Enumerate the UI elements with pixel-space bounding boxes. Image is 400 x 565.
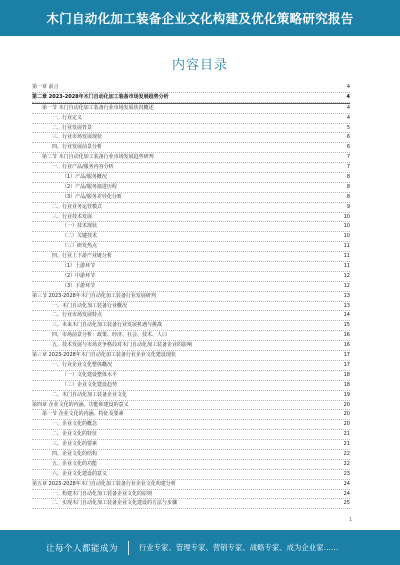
toc-entry[interactable] — [32, 203, 350, 213]
toc-entry-page: 13 — [343, 302, 350, 309]
toc-entry-label: 六、企业文化建设的意义 — [52, 470, 108, 477]
toc-entry-label: （二）关键技术 — [62, 233, 98, 240]
toc-entry[interactable] — [32, 480, 350, 490]
toc-entry[interactable] — [32, 361, 350, 371]
toc-entry-label: 第一节 木门自动化加工装备行业市场发展状况概述 — [42, 104, 154, 111]
toc-entry[interactable] — [32, 104, 350, 114]
toc-entry-page: 18 — [343, 371, 350, 378]
toc-entry[interactable] — [32, 440, 350, 450]
toc-entry[interactable] — [32, 351, 350, 361]
toc-entry-page: 22 — [343, 450, 350, 457]
toc-entry[interactable] — [32, 143, 350, 153]
toc-entry[interactable] — [32, 262, 350, 272]
toc-entry-label: 一、行业定义 — [52, 114, 83, 121]
toc-entry-page: 12 — [343, 282, 350, 289]
toc-entry-page: 19 — [343, 391, 350, 398]
toc-entry-label: 四、市场前景分析：政策、经济、社会、技术、人口 — [52, 332, 168, 339]
toc-entry-label: 五、企业文化的功能 — [52, 460, 98, 467]
toc-entry-page: 7 — [346, 164, 350, 171]
toc-entry-page: 7 — [346, 154, 350, 161]
footer-divider — [128, 541, 129, 555]
toc-entry-page: 5 — [346, 124, 350, 131]
toc-entry[interactable] — [32, 93, 350, 103]
header-banner — [0, 0, 400, 36]
toc-entry-page: 24 — [343, 480, 350, 487]
toc-entry-page: 20 — [343, 421, 350, 428]
toc-entry[interactable] — [32, 470, 350, 480]
toc-entry-page: 6 — [346, 134, 350, 141]
toc-entry-label: 三、行业技术发展 — [52, 213, 93, 220]
toc-entry-label: 第二节 木门自动化加工装备行业市场发展趋势研判 — [42, 154, 154, 161]
toc-entry-label: 二、行业市场发展特点 — [52, 312, 103, 319]
toc-entry-label: （1）上游环节 — [62, 263, 96, 270]
toc-entry[interactable] — [32, 331, 350, 341]
toc-entry-page: 4 — [346, 104, 350, 111]
table-of-contents — [32, 83, 350, 509]
toc-entry-page: 25 — [343, 500, 350, 507]
footer-banner — [0, 530, 400, 565]
toc-entry[interactable] — [32, 401, 350, 411]
toc-entry[interactable] — [32, 83, 350, 93]
toc-entry[interactable] — [32, 499, 350, 509]
toc-entry[interactable] — [32, 302, 350, 312]
toc-entry-label: （1）产品/服务概况 — [62, 174, 107, 181]
toc-entry[interactable] — [32, 222, 350, 232]
toc-entry-page: 11 — [343, 263, 350, 270]
footer-slogan: 让每个人都能成为 — [46, 543, 119, 554]
toc-entry-page: 10 — [343, 233, 350, 240]
toc-entry[interactable] — [32, 371, 350, 381]
toc-entry-page: 16 — [343, 332, 350, 339]
toc-entry-label: 第五章 2023-2028年木门自动化加工装备行业企业文化构建分析 — [32, 480, 176, 487]
toc-entry-page: 10 — [343, 223, 350, 230]
toc-entry[interactable] — [32, 420, 350, 430]
toc-entry-page: 24 — [343, 490, 350, 497]
toc-entry-page: 12 — [343, 272, 350, 279]
toc-entry[interactable] — [32, 311, 350, 321]
toc-entry-label: 一、行业产品/服务内容分析 — [52, 164, 114, 171]
toc-entry[interactable] — [32, 124, 350, 134]
toc-entry[interactable] — [32, 232, 350, 242]
toc-entry-label: 四、行业上下游产业链分析 — [52, 253, 113, 260]
toc-entry[interactable] — [32, 381, 350, 391]
toc-entry-page: 17 — [343, 361, 350, 368]
toc-entry-page: 9 — [346, 203, 350, 210]
toc-entry[interactable] — [32, 133, 350, 143]
toc-entry-label: 三、未来木门自动化加工装备行业发展机遇与挑战 — [52, 322, 163, 329]
toc-entry-label: （三）研发热点 — [62, 243, 98, 250]
toc-entry-label: 三、企业文化的要素 — [52, 441, 98, 448]
toc-entry-label: （2）中游环节 — [62, 272, 96, 279]
toc-entry[interactable] — [32, 391, 350, 401]
toc-entry-label: 四、行业发展前景分析 — [52, 144, 103, 151]
toc-entry[interactable] — [32, 193, 350, 203]
toc-entry-page: 8 — [346, 174, 350, 181]
toc-entry-page: 13 — [343, 292, 350, 299]
toc-entry-label: （3）产品/服务差异化分析 — [62, 193, 122, 200]
toc-heading: 内容目录 — [171, 58, 228, 73]
toc-entry-label: 二、行业发展背景 — [52, 124, 93, 131]
toc-entry[interactable] — [32, 341, 350, 351]
toc-entry-label: 五、技术发展与市场竞争格局对木门自动化加工装备企业的影响 — [52, 342, 193, 349]
toc-entry-page: 21 — [343, 431, 350, 438]
toc-entry-page: 10 — [343, 213, 350, 220]
toc-entry-label: （一）文化建设整体水平 — [62, 371, 118, 378]
toc-entry-page: 20 — [343, 411, 350, 418]
toc-entry-page: 22 — [343, 460, 350, 467]
toc-entry-label: （二）企业文化建设趋势 — [62, 381, 118, 388]
toc-entry-label: 一、行业企业文化整体概况 — [52, 361, 113, 368]
toc-entry-label: 四、企业文化的结构 — [52, 450, 98, 457]
toc-entry[interactable] — [32, 163, 350, 173]
toc-entry-label: （一）技术现状 — [62, 223, 98, 230]
toc-entry-label: 二、木门自动化加工装备企业文化 — [52, 391, 128, 398]
toc-entry-page: 14 — [343, 312, 350, 319]
toc-entry[interactable] — [32, 173, 350, 183]
report-title: 木门自动化加工装备企业文化构建及优化策略研究报告 — [46, 11, 354, 26]
toc-entry[interactable] — [32, 460, 350, 470]
toc-entry-page: 11 — [343, 253, 350, 260]
toc-entry[interactable] — [32, 292, 350, 302]
toc-entry[interactable] — [32, 450, 350, 460]
toc-entry[interactable] — [32, 282, 350, 292]
toc-entry-label: 第三节 2023-2028年木门自动化加工装备行业发展研判 — [32, 292, 156, 299]
toc-entry[interactable] — [32, 183, 350, 193]
toc-entry-label: 第一节 企业文化的内涵、特征及要素 — [42, 411, 124, 418]
toc-entry-label: （2）产品/服务演进历程 — [62, 183, 117, 190]
toc-entry-label: （3）下游环节 — [62, 282, 96, 289]
toc-entry-label: 三、行业市场发展现状 — [52, 134, 103, 141]
toc-entry[interactable] — [32, 272, 350, 282]
toc-entry-page: 11 — [343, 243, 350, 250]
toc-entry-label: 第四章 企业文化的内涵、功能和建设的意义 — [32, 401, 129, 408]
toc-entry-label: 二、行业业务运营模式 — [52, 203, 103, 210]
toc-entry-page: 20 — [343, 401, 350, 408]
toc-entry[interactable] — [32, 213, 350, 223]
footer-tagline: 行业专家、管理专家、营销专家、战略专家、成为企业家…… — [139, 542, 339, 552]
toc-entry-label: 第三章 2023-2028年木门自动化加工装备行业企业文化建设现状 — [32, 352, 176, 359]
toc-entry[interactable] — [32, 410, 350, 420]
toc-entry-label: 一、构建木门自动化加工装备企业文化的原则 — [52, 490, 153, 497]
toc-entry[interactable] — [32, 242, 350, 252]
toc-entry[interactable] — [32, 252, 350, 262]
toc-entry-label: 第一章 前言 — [32, 84, 59, 90]
toc-entry-page: 8 — [346, 193, 350, 200]
toc-entry-page: 16 — [343, 342, 350, 349]
toc-entry-page: 23 — [343, 470, 350, 477]
toc-entry-page: 15 — [343, 322, 350, 329]
toc-entry[interactable] — [32, 153, 350, 163]
toc-entry-page: 18 — [343, 381, 350, 388]
toc-entry-label: 一、企业文化的概念 — [52, 421, 98, 428]
toc-entry-page: 8 — [346, 183, 350, 190]
toc-entry-page: 21 — [343, 441, 350, 448]
toc-entry[interactable] — [32, 490, 350, 500]
toc-entry-page: 4 — [346, 93, 350, 100]
toc-entry-page: 4 — [346, 84, 350, 90]
toc-entry[interactable] — [32, 321, 350, 331]
toc-entry-label: 一、木门自动化加工装备行业概况 — [52, 302, 128, 309]
toc-entry-label: 二、实现木门自动化加工装备企业文化建设的方法与步骤 — [52, 500, 178, 507]
toc-entry-label: 第二章 2023-2028年木门自动化加工装备市场发展趋势分析 — [32, 93, 169, 100]
page-number: 1 — [348, 517, 352, 523]
toc-entry-page: 4 — [346, 114, 350, 121]
toc-entry-label: 二、企业文化的特征 — [52, 431, 98, 438]
toc-entry-page: 17 — [343, 352, 350, 359]
toc-entry[interactable] — [32, 114, 350, 124]
toc-entry-page: 6 — [346, 144, 350, 151]
toc-entry[interactable] — [32, 430, 350, 440]
